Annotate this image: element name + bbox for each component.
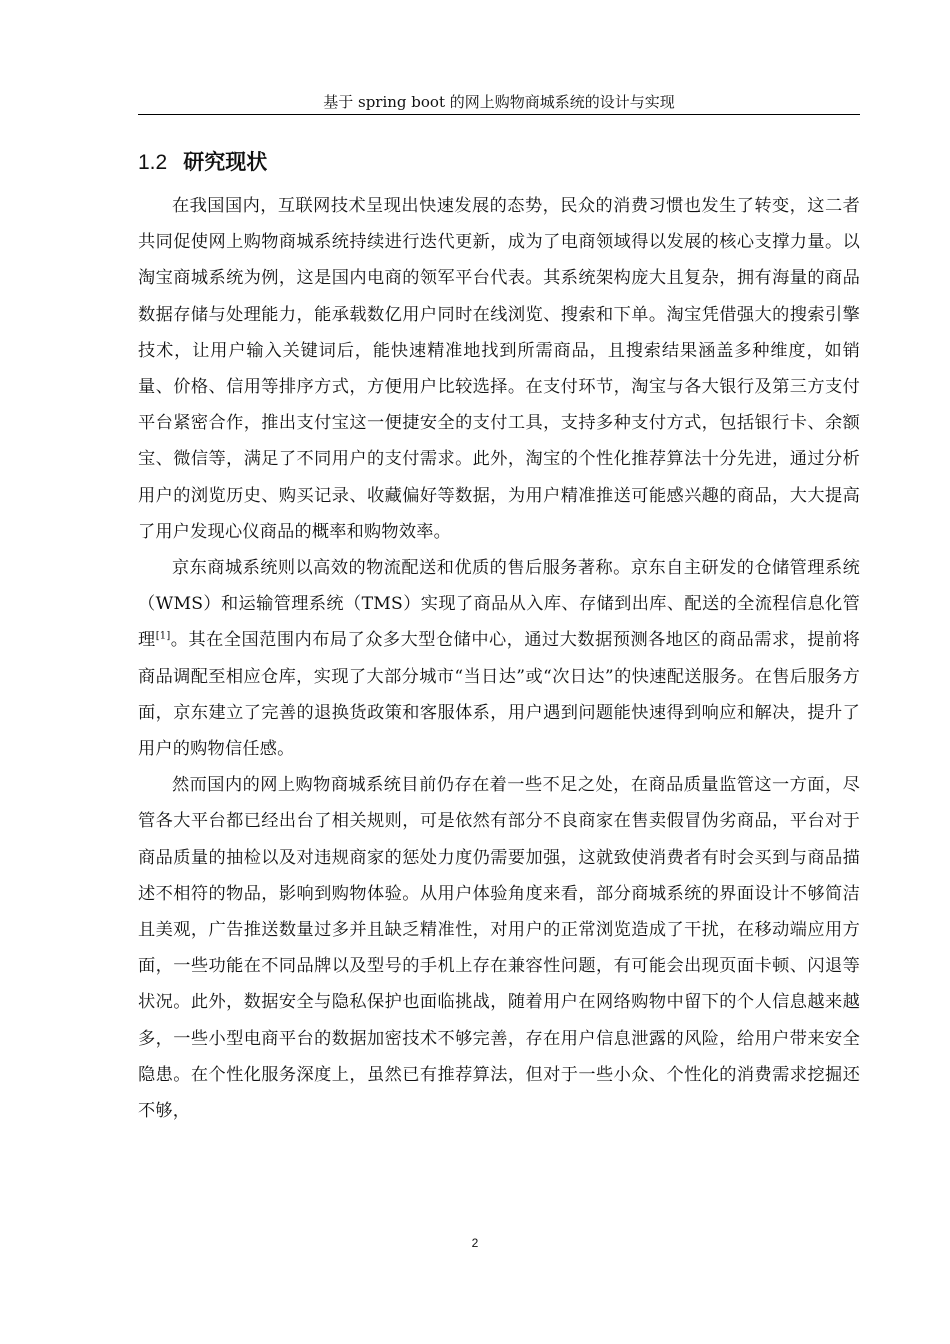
paragraph-jd-text-2: 。其在全国范围内布局了众多大型仓储中心，通过大数据预测各地区的商品需求，提前将商品调配至相应仓库，实现了大部分城市“当日达”或“次日达”的快速配送服务。在售后服务方面，京东建立了完善的退换货政策和客服体系，用户遇到问题能快速得到响应和解决，提升了用户的购物信任感。 [138,630,860,760]
page-header [138,92,860,115]
body-text [138,188,860,1129]
header-title: 基于 spring boot 的网上购物商城系统的设计与实现 [323,93,675,111]
section-number: 1.2 [138,151,168,174]
paragraph-shortcomings: 然而国内的网上购物商城系统目前仍存在着一些不足之处，在商品质量监管这一方面，尽管各大平台都已经出台了相关规则，可是依然有部分不良商家在售卖假冒伪劣商品，平台对于商品质量的抽检以及对违规商家的惩处力度仍需要加强，这就致使消费者有时会买到与商品描述不相符的物品，影响到购物体验。从用户体验角度来看，部分商城系统的界面设计不够简洁且美观，广告推送数量过多并且缺乏精准性，对用户的正常浏览造成了干扰，在移动端应用方面，一些功能在不同品牌以及型号的手机上存在兼容性问题，有可能会出现页面卡顿、闪退等状况。此外，数据安全与隐私保护也面临挑战，随着用户在网络购物中留下的个人信息越来越多，一些小型电商平台的数据加密技术不够完善，存在用户信息泄露的风险，给用户带来安全隐患。在个性化服务深度上，虽然已有推荐算法，但对于一些小众、个性化的消费需求挖掘还不够， [138,775,860,1122]
section-title: 研究现状 [183,150,268,174]
section-heading [138,148,267,177]
page-number: 2 [471,1236,479,1250]
paragraph-jd-text-1: 京东商城系统则以高效的物流配送和优质的售后服务著称。京东自主研发的仓储管理系统（WMS）和运输管理系统（TMS）实现了商品从入库、存储到出库、配送的全流程信息化管理 [138,558,860,651]
paragraph-jd [138,550,860,767]
paragraph-taobao: 在我国国内，互联网技术呈现出快速发展的态势，民众的消费习惯也发生了转变，这二者共同促使网上购物商城系统持续进行迭代更新，成为了电商领域得以发展的核心支撑力量。以淘宝商城系统为例，这是国内电商的领军平台代表。其系统架构庞大且复杂，拥有海量的商品数据存储与处理能力，能承载数亿用户同时在线浏览、搜索和下单。淘宝凭借强大的搜索引擎技术，让用户输入关键词后，能快速精准地找到所需商品，且搜索结果涵盖多种维度，如销量、价格、信用等排序方式，方便用户比较选择。在支付环节，淘宝与各大银行及第三方支付平台紧密合作，推出支付宝这一便捷安全的支付工具，支持多种支付方式，包括银行卡、余额宝、微信等，满足了不同用户的支付需求。此外，淘宝的个性化推荐算法十分先进，通过分析用户的浏览历史、购买记录、收藏偏好等数据，为用户精准推送可能感兴趣的商品，大大提高了用户发现心仪商品的概率和购物效率。 [138,196,860,542]
citation-ref: [1] [155,630,171,642]
